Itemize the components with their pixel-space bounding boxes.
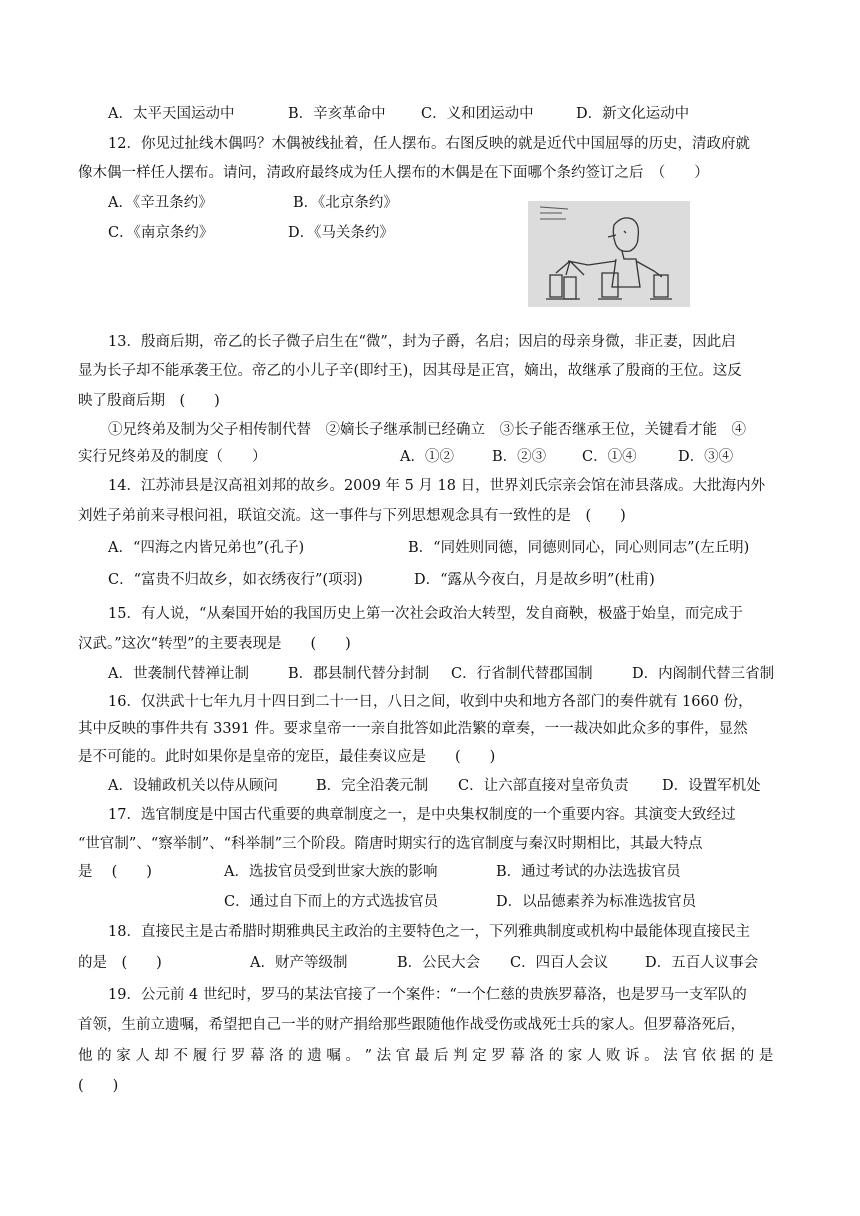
q17-option-a: A．选拔官员受到世家大族的影响 [224, 864, 438, 880]
q17-option-b: B．通过考试的办法选拔官员 [496, 864, 681, 880]
q15-option-d: D．内阁制代替三省制 [632, 666, 775, 682]
q13-stem-line-2: 显为长子却不能承袭王位。帝乙的小儿子辛(即纣王)，因其母是正宫，嫡出，故继承了殷商的王位。这反 [78, 363, 742, 379]
q12-option-d: D．《马关条约》 [288, 225, 394, 241]
q19-stem-line-1: 19．公元前 4 世纪时，罗马的某法官接了一个案件：“一个仁慈的贵族罗幕洛，也是罗马一支军队的 [108, 987, 747, 1003]
q16-option-c: C．让六部直接对皇帝负责 [458, 778, 629, 794]
q17-stem-line-1: 17．选官制度是中国古代重要的典章制度之一，是中央集权制度的一个重要内容。其演变大致经过 [108, 807, 736, 823]
q13-statements: ①兄终弟及制为父子相传制代替 ②嫡长子继承制已经确立 ③长子能否继承王位，关键看才能 ④ [108, 422, 746, 438]
q12-option-a: A．《辛丑条约》 [108, 195, 213, 211]
q13-option-a: A．①② [400, 449, 454, 465]
q18-option-b: B．公民大会 [397, 955, 481, 971]
q16-option-a: A．设辅政机关以侍从顾问 [108, 778, 278, 794]
q12-option-b: B．《北京条约》 [293, 195, 398, 211]
q17-option-c: C．通过自下而上的方式选拔官员 [224, 894, 439, 910]
q14-stem-line-2: 刘姓子弟前来寻根问祖，联谊交流。这一事件与下列思想观念具有一致性的是 ( ) [78, 508, 626, 524]
q11-option-b: B．辛亥革命中 [288, 106, 386, 122]
q12-option-c: C．《南京条约》 [108, 225, 214, 241]
q17-stem-tail: 是 ( ) [78, 864, 152, 880]
q19-stem-line-2: 首领，生前立遗嘱，希望把自己一半的财产捐给那些跟随他作战受伤或战死士兵的家人。但罗幕洛死后， [78, 1017, 745, 1033]
q13-stem-line-3: 映了殷商后期 ( ) [78, 393, 220, 409]
q18-option-c: C．四百人会议 [510, 955, 609, 971]
q11-option-c: C．义和团运动中 [421, 106, 534, 122]
q14-option-a: A．“四海之内皆兄弟也”(孔子) [108, 540, 305, 556]
q13-option-b: B．②③ [492, 449, 547, 465]
q16-stem-line-1: 16．仅洪武十七年九月十四日到二十一日，八日之间，收到中央和地方各部门的奏件就有 1660 份， [108, 694, 753, 710]
q12-stem-line-2: 像木偶一样任人摆布。请问，清政府最终成为任人摆布的木偶是在下面哪个条约签订之后 （ ） [78, 165, 709, 181]
puppet-cartoon-image [528, 201, 690, 307]
q14-option-c: C．“富贵不归故乡，如衣绣夜行”(项羽) [108, 572, 363, 588]
puppet-cartoon-drawing [528, 201, 690, 307]
q13-option-d: D．③④ [678, 449, 734, 465]
q16-stem-line-2: 其中反映的事件共有 3391 件。要求皇帝一一亲自批答如此浩繁的章奏，一一裁决如此众多的事件，显然 [78, 721, 748, 737]
q18-stem-line-1: 18．直接民主是古希腊时期雅典民主政治的主要特色之一，下列雅典制度或机构中最能体现直接民主 [108, 924, 750, 940]
q14-option-b: B．“同姓则同德，同德则同心，同心则同志”(左丘明) [408, 540, 750, 556]
q18-option-d: D．五百人议事会 [645, 955, 759, 971]
q13-stem-line-1: 13．殷商后期，帝乙的长子微子启生在“微”，封为子爵，名启；因启的母亲身微，非正妻，因此启 [108, 334, 736, 350]
q11-option-d: D．新文化运动中 [576, 106, 690, 122]
q14-stem-line-1: 14．江苏沛县是汉高祖刘邦的故乡。2009 年 5 月 18 日，世界刘氏宗亲会馆在沛县落成。大批海内外 [108, 478, 766, 494]
q16-option-b: B．完全沿袭元制 [316, 778, 429, 794]
q17-option-d: D．以品德素养为标准选拔官员 [496, 894, 697, 910]
q17-stem-line-2: “世官制”、“察举制”、“科举制”三个阶段。隋唐时期实行的选官制度与秦汉时期相比，其最大特点 [78, 836, 703, 852]
q15-stem-line-2: 汉武。”这次“转型”的主要表现是 ( ) [78, 636, 351, 652]
q15-stem-line-1: 15．有人说，“从秦国开始的我国历史上第一次社会政治大转型，发自商鞅，极盛于始皇，而完成于 [108, 606, 743, 622]
q18-option-a: A．财产等级制 [250, 955, 348, 971]
q15-option-a: A．世袭制代替禅让制 [108, 666, 249, 682]
q11-option-a: A．太平天国运动中 [108, 106, 235, 122]
q13-option-c: C．①④ [582, 449, 637, 465]
q15-option-b: B．郡县制代替分封制 [288, 666, 430, 682]
q16-option-d: D．设置军机处 [662, 778, 761, 794]
q16-stem-line-3: 是不可能的。此时如果你是皇帝的宠臣，最佳奏议应是 ( ) [78, 749, 496, 765]
q19-stem-line-3: 他 的 家 人 却 不 履 行 罗 幕 洛 的 遗 嘱 。 ” 法 官 最 后 判 定 罗 幕 洛 的 家 人 败 诉 。 法 官 依 据 的 是 [78, 1048, 774, 1064]
q18-stem-tail: 的是 ( ) [78, 955, 162, 971]
q13-stem-tail: 实行兄终弟及的制度（ ） [78, 449, 267, 465]
q14-option-d: D．“露从今夜白，月是故乡明”(杜甫) [414, 572, 655, 588]
q12-stem-line-1: 12．你见过扯线木偶吗？木偶被线扯着，任人摆布。右图反映的就是近代中国屈辱的历史，清政府就 [108, 136, 750, 152]
q19-stem-line-4: ( ) [78, 1078, 119, 1094]
q15-option-c: C．行省制代替郡国制 [451, 666, 593, 682]
